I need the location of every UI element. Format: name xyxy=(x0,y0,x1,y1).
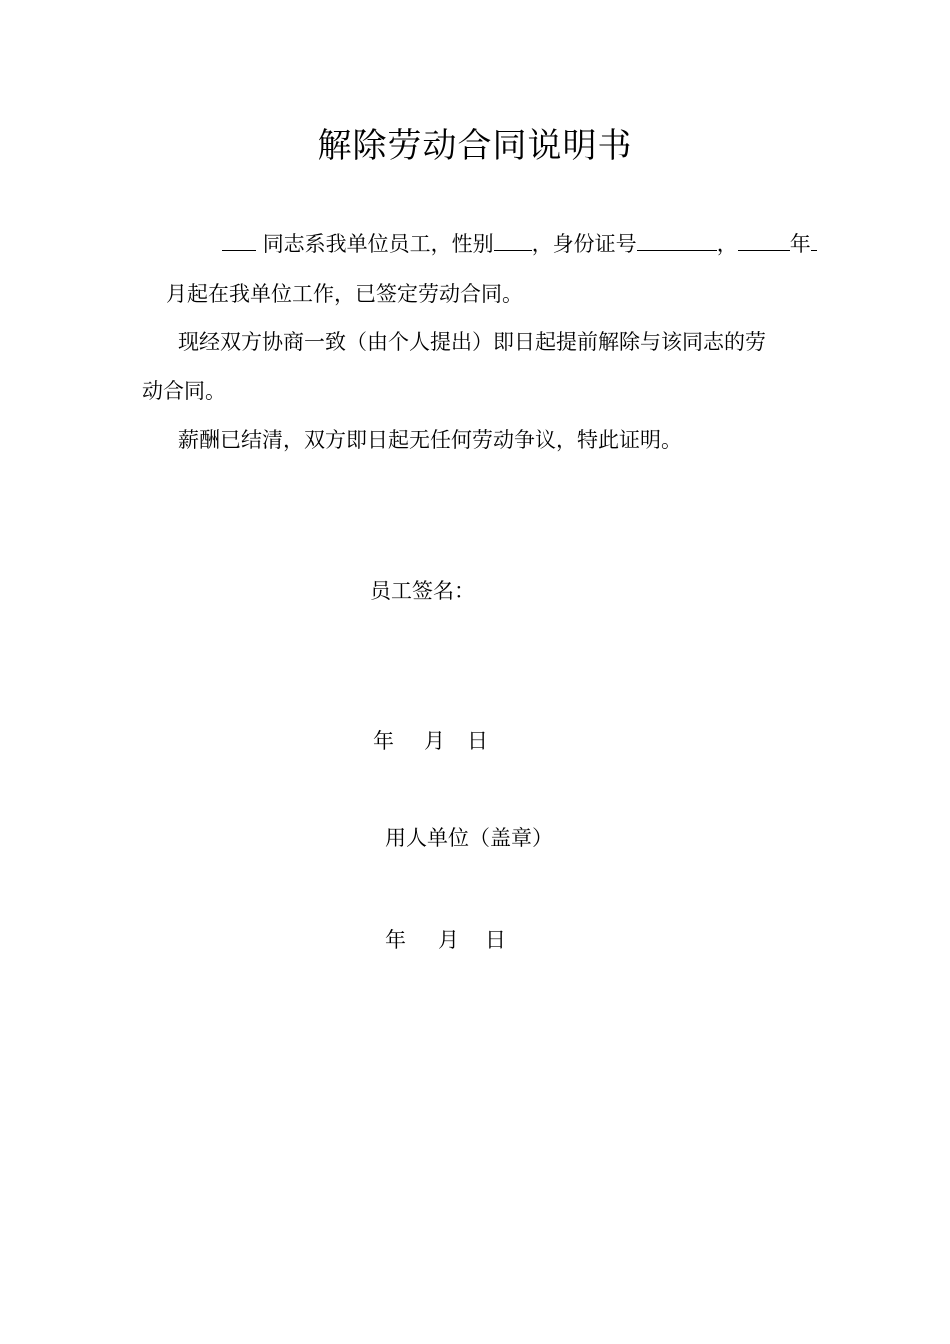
date2-year: 年 xyxy=(385,928,406,952)
line1-text-a: 同志系我单位员工，性别 xyxy=(262,232,494,256)
paragraph-line-3: 现经双方协商一致（由个人提出）即日起提前解除与该同志的劳 xyxy=(178,330,766,354)
date1-day: 日 xyxy=(467,729,488,753)
month-blank[interactable] xyxy=(811,228,817,251)
year-blank[interactable] xyxy=(738,228,790,251)
gender-blank[interactable] xyxy=(494,228,532,251)
employee-signature-label: 员工签名： xyxy=(370,579,475,603)
name-blank[interactable] xyxy=(222,228,256,251)
employer-stamp-label: 用人单位（盖章） xyxy=(385,826,553,850)
paragraph-line-5: 薪酬已结清，双方即日起无任何劳动争议，特此证明。 xyxy=(178,428,682,452)
paragraph-line-4: 动合同。 xyxy=(142,379,226,403)
document-title: 解除劳动合同说明书 xyxy=(317,126,633,166)
line1-text-c: ， xyxy=(716,232,738,256)
date2-month: 月 xyxy=(438,928,459,952)
paragraph-line-1 xyxy=(222,228,817,259)
line1-text-b: ，身份证号 xyxy=(531,232,637,256)
line1-text-d: 年 xyxy=(789,232,811,256)
id-number-blank[interactable] xyxy=(637,228,717,251)
date1-year: 年 xyxy=(373,729,394,753)
employer-date xyxy=(385,925,506,955)
date1-month: 月 xyxy=(424,729,445,753)
paragraph-line-2: 月起在我单位工作，已签定劳动合同。 xyxy=(166,282,523,306)
date2-day: 日 xyxy=(485,928,506,952)
employee-date xyxy=(373,726,488,756)
